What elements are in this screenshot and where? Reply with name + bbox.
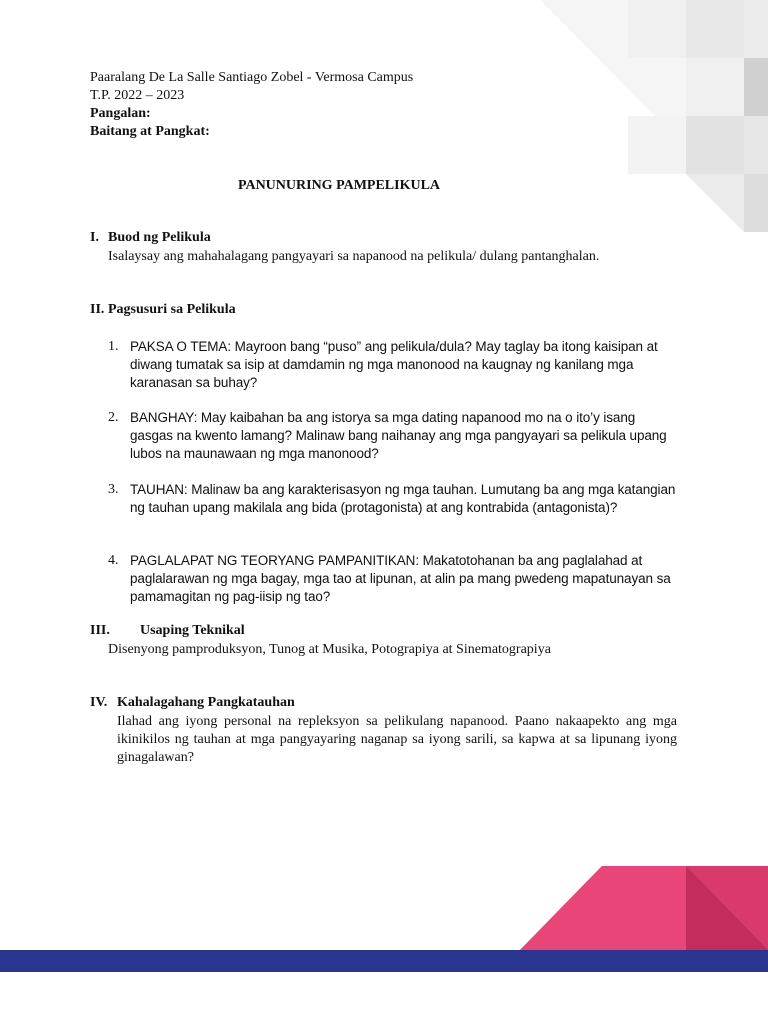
grade-section-label: Baitang at Pangkat: [90,124,210,139]
item-4-number: 4. [108,553,119,568]
section-4-title: Kahalagahang Pangkatauhan [117,695,295,710]
section-4-number: IV. [90,695,108,710]
section-2-number: II. [90,302,105,317]
footer-bar [0,950,768,972]
item-4-text: PAGLALAPAT NG TEORYANG PAMPANITIKAN: Makatotohanan ba ang paglalahad at paglalarawan ng mga bagay, mga tao at lipunan, at alin pa mang pwedeng mapatunayan sa pamamagitan ng pag-iisip ng tao? [130,553,671,604]
section-1-number: I. [90,230,99,245]
item-2-text: BANGHAY: May kaibahan ba ang istorya sa mga dating napanood mo na o ito’y isang gasgas na kwento lamang? Malinaw bang naihanay ang mga pangyayari sa pelikula upang lubos na maunawaan ng mga manonood? [130,410,667,461]
item-1-text: PAKSA O TEMA: Mayroon bang “puso” ang pelikula/dula? May taglay ba itong kaisipan at diwang tumatak sa isip at damdamin ng mga manonood na kaugnay ng kanilang mga karanasan sa buhay? [130,339,658,390]
item-1-number: 1. [108,339,119,354]
item-2-number: 2. [108,410,119,425]
section-2-title: Pagsusuri sa Pelikula [108,302,236,317]
name-label: Pangalan: [90,106,151,121]
item-3-text: TAUHAN: Malinaw ba ang karakterisasyon ng mga tauhan. Lumutang ba ang mga katangian ng tauhan upang makilala ang bida (protagonista) at ang kontrabida (antagonista)? [130,482,676,515]
school-year: T.P. 2022 – 2023 [90,88,185,103]
top-right-gray-squares [540,0,768,232]
item-3-number: 3. [108,482,119,497]
bottom-right-pink-shapes [520,866,768,950]
section-1-text: Isalaysay ang mahahalagang pangyayari sa napanood na pelikula/ dulang pantanghalan. [108,249,600,264]
section-4-text: Ilahad ang iyong personal na repleksyon sa pelikulang napanood. Paano nakaapekto ang mga ikinikilos ng tauhan at mga pangyayaring naganap sa iyong sarili, sa kapwa at sa lipunang iyong ginagalawan? [117,714,677,765]
section-3-number: III. [90,623,110,638]
document-title: PANUNURING PAMPELIKULA [237,178,441,193]
section-1-title: Buod ng Pelikula [108,230,211,245]
school-name: Paaralang De La Salle Santiago Zobel - Vermosa Campus [90,70,414,85]
section-3-text: Disenyong pamproduksyon, Tunog at Musika, Potograpiya at Sinematograpiya [108,642,551,657]
section-3-title: Usaping Teknikal [140,623,245,638]
